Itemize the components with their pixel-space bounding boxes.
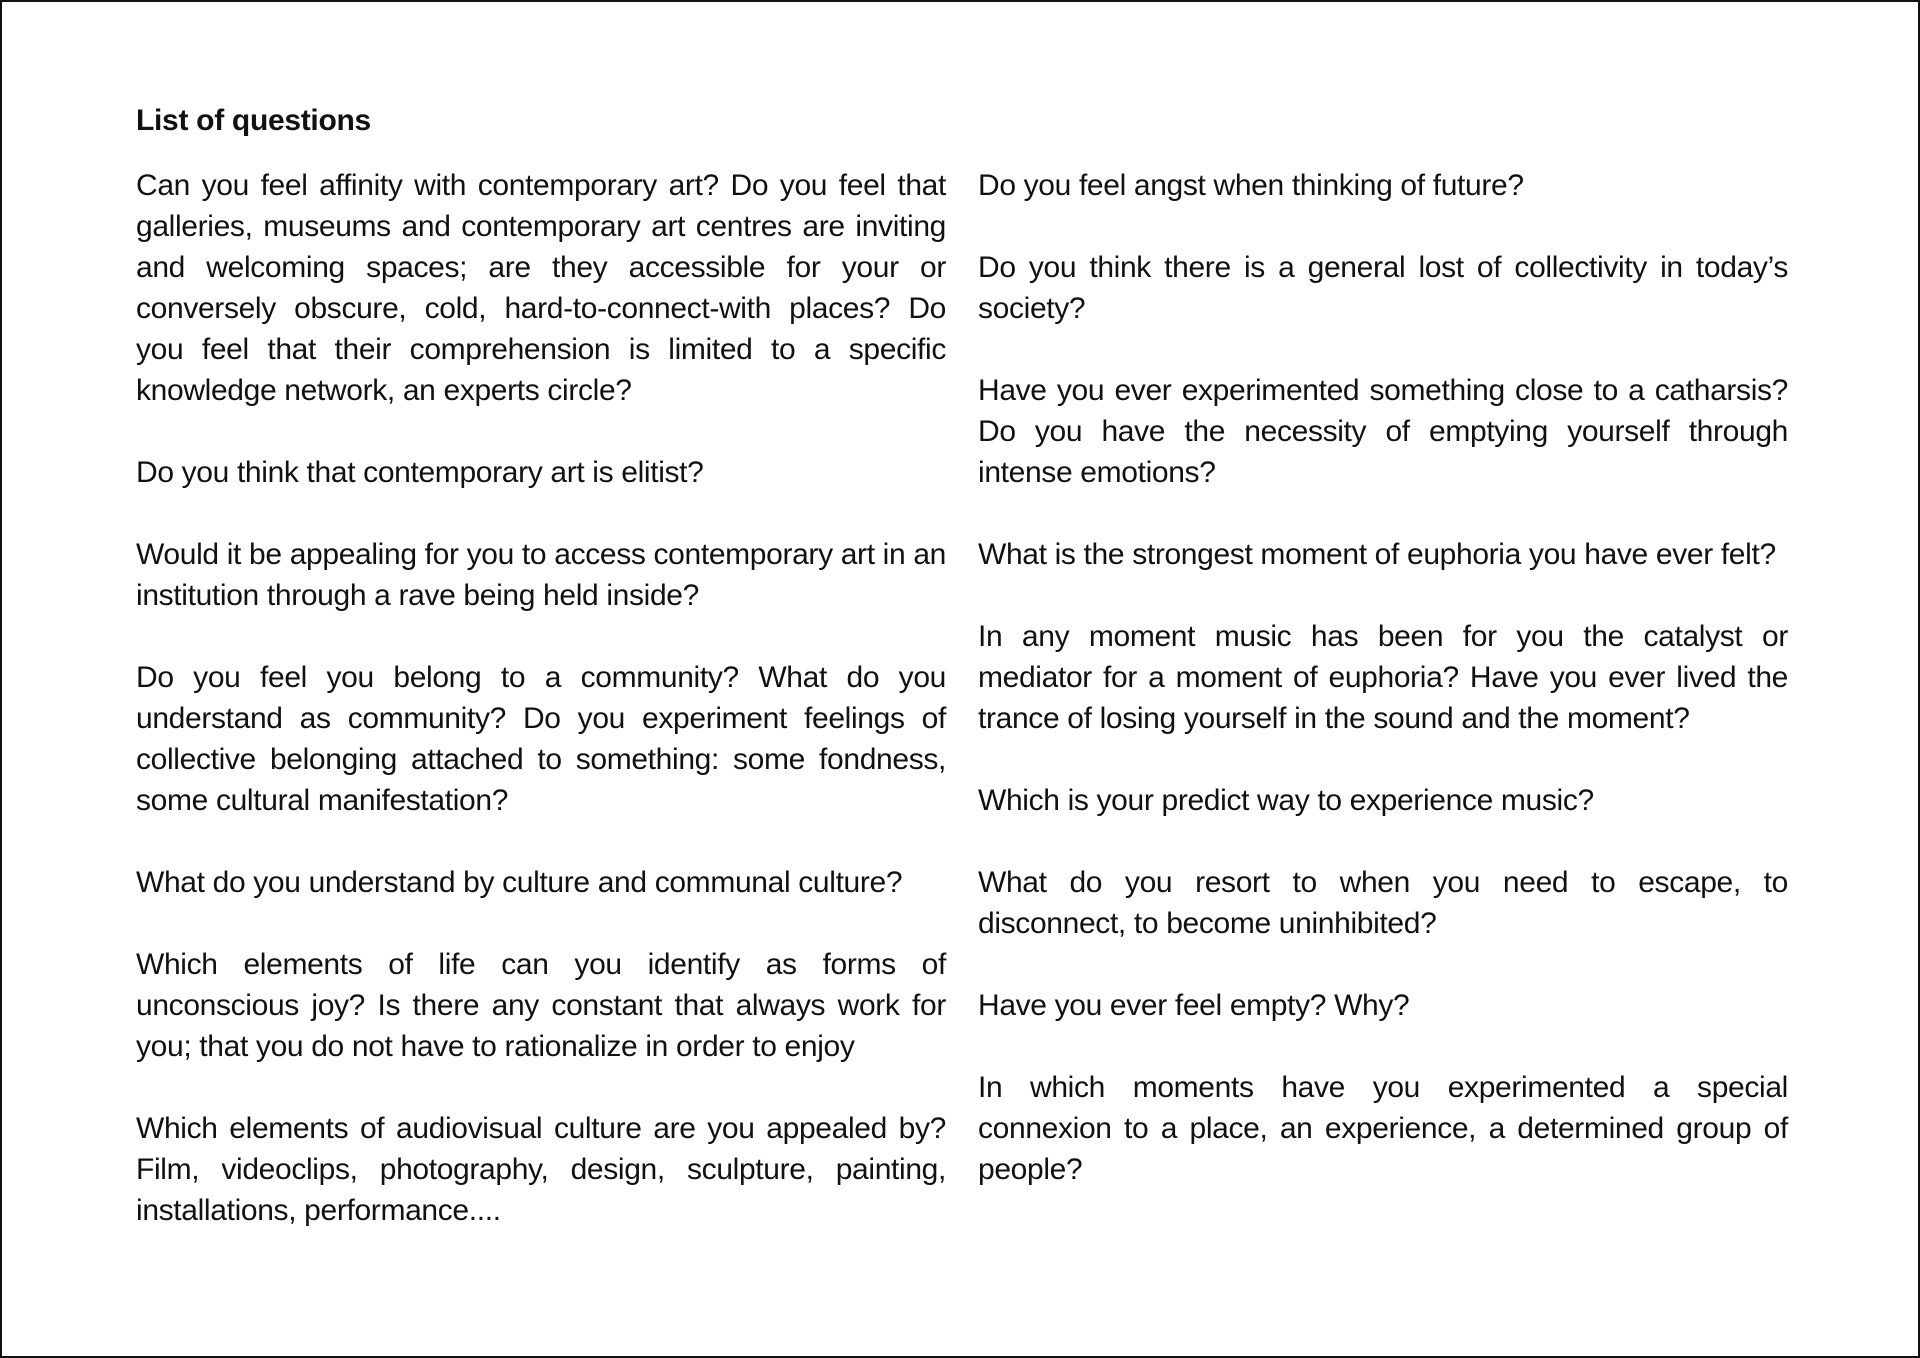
question-paragraph: In any moment music has been for you the catalyst or mediator for a moment of euphoria? Have you ever lived the trance of losing yourself in the sound and the moment? [978, 620, 1788, 735]
question-paragraph: What is the strongest moment of euphoria you have ever felt? [978, 538, 1776, 571]
question-paragraph: Can you feel affinity with contemporary art? Do you feel that galleries, museums and contemporary art centres are inviting and welcoming spaces; are they accessible for your or conversely obscure, cold, hard-to-connect-with places? Do you feel that their comprehension is limited to a specific knowledge network, an experts circle? [136, 169, 946, 407]
question-paragraph: Do you think there is a general lost of collectivity in today’s society? [978, 251, 1788, 325]
question-paragraph: Have you ever feel empty? Why? [978, 989, 1410, 1022]
question-paragraph: Which elements of audiovisual culture are you appealed by? Film, videoclips, photography, design, sculpture, painting, installations, performance.... [136, 1112, 946, 1227]
right-question-column [978, 165, 1788, 1231]
question-paragraph: Do you feel angst when thinking of future? [978, 169, 1524, 202]
question-paragraph: Which is your predict way to experience music? [978, 784, 1594, 817]
question-paragraph: Which elements of life can you identify as forms of unconscious joy? Is there any constant that always work for you; that you do not have to rationalize in order to enjoy [136, 948, 946, 1063]
question-paragraph: What do you understand by culture and communal culture? [136, 866, 903, 899]
left-question-column [136, 165, 946, 1231]
question-paragraph: In which moments have you experimented a special connexion to a place, an experience, a determined group of people? [978, 1071, 1788, 1186]
question-paragraph: What do you resort to when you need to escape, to disconnect, to become uninhibited? [978, 866, 1788, 940]
page-title: List of questions [136, 104, 371, 137]
question-paragraph: Would it be appealing for you to access contemporary art in an institution through a rave being held inside? [136, 538, 946, 612]
questions-columns [136, 165, 1788, 1231]
question-paragraph: Do you feel you belong to a community? What do you understand as community? Do you experiment feelings of collective belonging attached to something: some fondness, some cultural manifestation? [136, 661, 946, 817]
question-paragraph: Have you ever experimented something close to a catharsis? Do you have the necessity of emptying yourself through intense emotions? [978, 374, 1788, 489]
question-paragraph: Do you think that contemporary art is elitist? [136, 456, 704, 489]
